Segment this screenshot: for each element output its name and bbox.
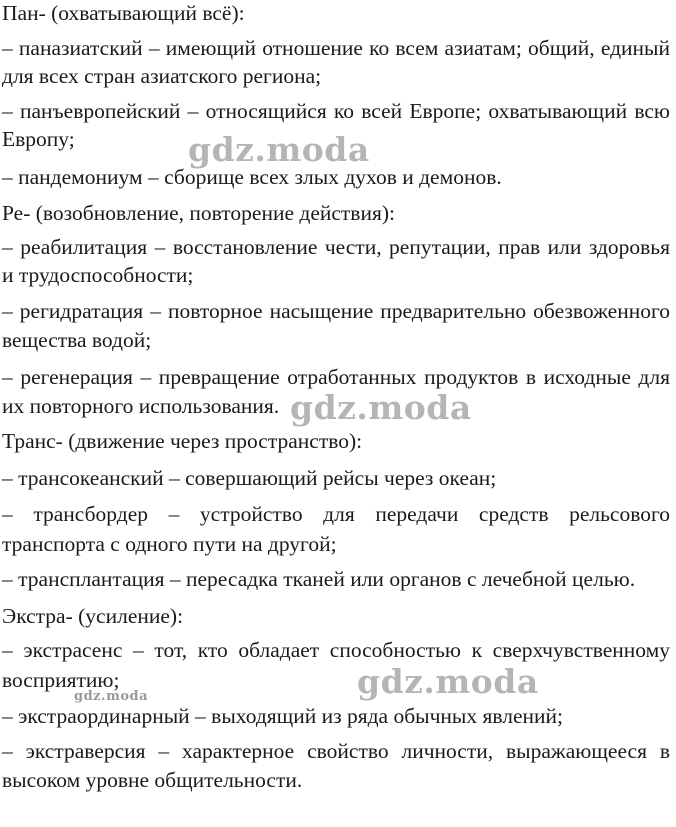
heading-re: Ре- (возобновление, повторение действия): <box>2 201 395 225</box>
entry-regidratatsiya-line1: – регидратация – повторное насыщение предварительно обезвоженного <box>2 299 670 323</box>
watermark-logo: gdz.moda <box>290 388 472 427</box>
entry-paneuropeyskiy-line1: – панъевропейский – относящийся ко всей Европе; охватывающий всю <box>2 99 670 123</box>
entry-transborder-line2: транспорта с одного пути на другой; <box>2 532 337 556</box>
entry-reabilitatsiya-line2: и трудоспособности; <box>2 263 194 287</box>
entry-ekstrasens-line1: – экстрасенс – тот, кто обладает способностью к сверхчувственному <box>2 638 670 662</box>
entry-regidratatsiya-line2: вещества водой; <box>2 328 152 352</box>
heading-ekstra: Экстра- (усиление): <box>2 604 184 628</box>
entry-ekstraordinarnyy: – экстраординарный – выходящий из ряда обычных явлений; <box>2 704 564 728</box>
entry-panaziatskiy-line2: для всех стран азиатского региона; <box>2 64 322 88</box>
heading-pan: Пан- (охватывающий всё): <box>2 1 245 25</box>
watermark-logo: gdz.moda <box>357 662 539 701</box>
heading-trans: Транс- (движение через пространство): <box>2 429 363 453</box>
entry-ekstrasens-line2: восприятию; <box>2 668 120 692</box>
entry-transplantatsiya: – трансплантация – пересадка тканей или органов с лечебной целью. <box>2 567 636 591</box>
watermark-logo: gdz.moda <box>188 130 370 169</box>
entry-ekstraversiya-line1: – экстраверсия – характерное свойство личности, выражающееся в <box>2 739 670 763</box>
entry-transokeanskiy: – трансокеанский – совершающий рейсы через океан; <box>2 466 497 490</box>
entry-regeneratsiya-line1: – регенерация – превращение отработанных продуктов в исходные для <box>2 365 670 389</box>
entry-panaziatskiy-line1: – паназиатский – имеющий отношение ко всем азиатам; общий, единый <box>2 36 670 60</box>
entry-paneuropeyskiy-line2: Европу; <box>2 127 75 151</box>
entry-transborder-line1: – трансбордер – устройство для передачи средств рельсового <box>2 502 670 526</box>
entry-ekstraversiya-line2: высоком уровне общительности. <box>2 768 303 792</box>
entry-reabilitatsiya-line1: – реабилитация – восстановление чести, репутации, прав или здоровья <box>2 235 670 259</box>
watermark-logo-small: gdz.moda <box>74 689 149 704</box>
entry-regeneratsiya-line2: их повторного использования. <box>2 394 280 418</box>
entry-pandemonium: – пандемониум – сборище всех злых духов и демонов. <box>2 165 502 189</box>
